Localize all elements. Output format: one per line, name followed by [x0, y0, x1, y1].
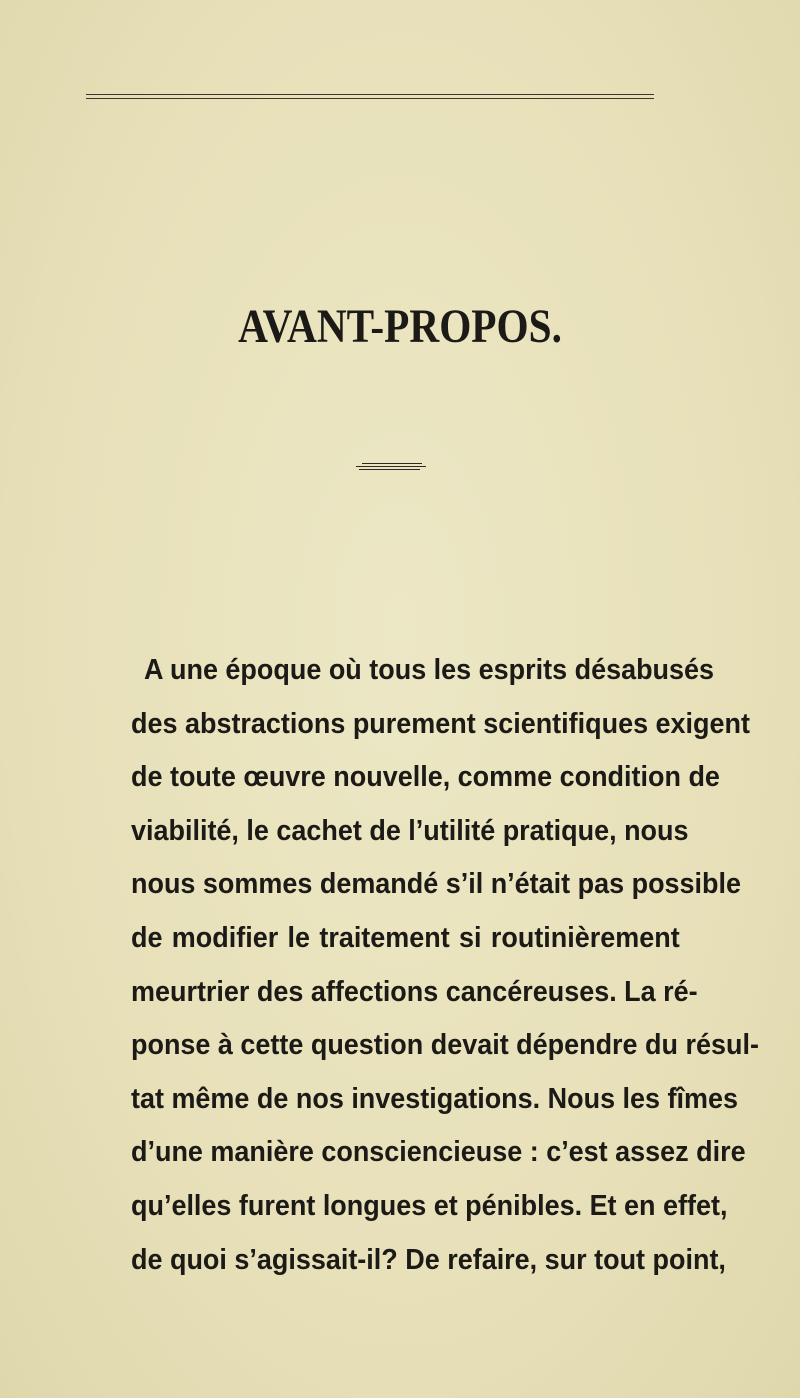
- text-line: meurtrier des affections cancéreuses. La ré-: [131, 975, 698, 1008]
- body-paragraph: [131, 650, 759, 1293]
- page-title: AVANT-PROPOS.: [238, 300, 562, 353]
- title-ornament-rule: [356, 463, 426, 472]
- text-line: de toute œuvre nouvelle, comme condition de: [131, 761, 720, 794]
- text-line: qu’elles furent longues et pénibles. Et en effet,: [131, 1189, 728, 1222]
- text-line: d’une manière consciencieuse : c’est assez dire: [131, 1136, 746, 1169]
- text-line: de modifier le traitement si routinièrement: [131, 921, 680, 954]
- header-double-rule: [86, 94, 654, 100]
- text-line: des abstractions purement scientifiques exigent: [131, 707, 750, 740]
- text-line: ponse à cette question devait dépendre du résul-: [131, 1029, 759, 1062]
- text-line: de quoi s’agissait-il? De refaire, sur tout point,: [131, 1243, 726, 1276]
- text-line: tat même de nos investigations. Nous les fîmes: [131, 1082, 738, 1115]
- text-line: nous sommes demandé s’il n’était pas possible: [131, 868, 742, 901]
- text-line: viabilité, le cachet de l’utilité pratique, nous: [131, 814, 689, 847]
- text-line: A une époque où tous les esprits désabusés: [144, 654, 715, 686]
